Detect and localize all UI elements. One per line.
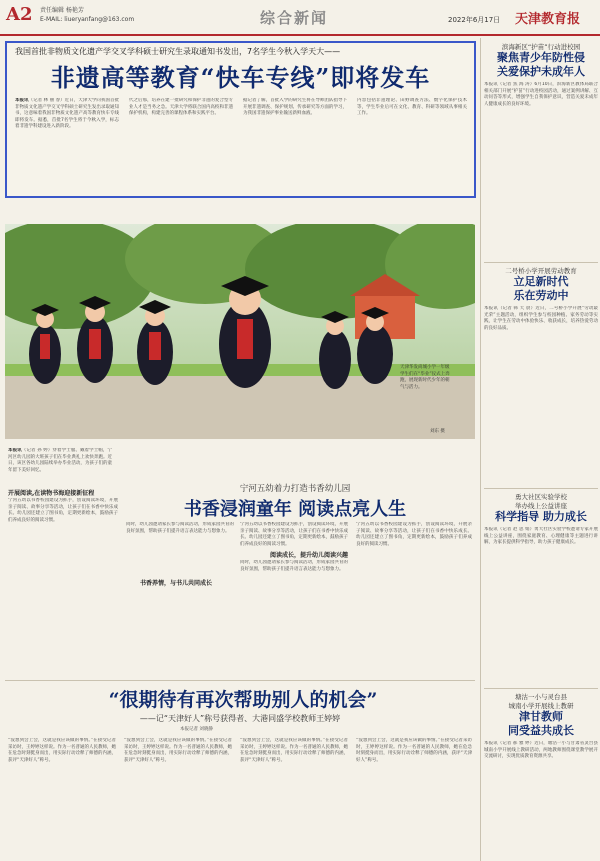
- lead-lede: 本报讯: [15, 98, 29, 103]
- story2-col-d: 同时，幼儿园邀请家长参与阅读活动，形成家园共育的良好氛围，帮助孩子们提升语言表达能力与想象力。: [240, 560, 348, 572]
- sidebar-headline: 科学指导 助力成长: [495, 510, 587, 523]
- sidebar-body: 本报讯（记者 郝 雅 婷）近日，塘沽一小与甘肃省灵台县城南小学开展线上教研活动，两地教师围绕课堂教学展开交流研讨，实现优质教育资源共享。: [484, 741, 598, 759]
- sidebar-headline: 立足新时代 乐在劳动中: [513, 275, 569, 302]
- story2-col-c: 宁河五幼以书香校园建设为抓手，创设阅读环境，开展亲子阅读、故事分享等活动，让孩子们在书香中快乐成长。幼儿园还建立了图书角，定期更新绘本，鼓励孩子们养成良好的阅读习惯。: [240, 522, 348, 547]
- photo-caption: 天津华发尚城小学一年级学生们在“毕业”仪式上奔跑，展现新时代少年的朝气与活力。: [400, 365, 450, 390]
- page-number: A2: [6, 4, 33, 25]
- lead-column-4: 内容包括非遗理论、田野调查方法、数字化保护技术等，学生毕业后可在文化、教育、科研等领域从事相关工作。: [357, 98, 467, 116]
- sidebar-kicker: 二号桥小学开展劳动教育: [505, 267, 577, 275]
- page-header: [0, 0, 600, 36]
- sidebar-story-2[interactable]: [484, 266, 598, 491]
- issue-date: 2022年6月17日: [448, 16, 501, 24]
- sidebar-story-1[interactable]: [484, 42, 598, 272]
- sidebar-body: 本报讯（记者 赵 思 娟）勇大社区实验学校邀请专家开展线上公益讲座，围绕家庭教育、心理健康等主题进行讲解，为家长提供科学指导，助力孩子健康成长。: [484, 527, 598, 545]
- sidebar-story-3[interactable]: [484, 492, 598, 685]
- lead-headline: 非遗高等教育“快车专线”即将发车: [50, 63, 431, 92]
- story2-col-e: 宁河五幼以书香校园建设为抓手，创设阅读环境，开展亲子阅读、故事分享等活动，让孩子们在书香中快乐成长。幼儿园还建立了图书角，定期更新绘本，鼓励孩子们养成良好的阅读习惯。: [356, 522, 472, 547]
- sidebar-divider: [484, 688, 598, 689]
- story3-subhead: ——记“天津好人”称号获得者、大港同盛学校教师王婷婷: [139, 714, 341, 723]
- story3-col-3: “没想到会上会，这就是我应该做的事情。”在接受记者采访时，王婷婷这样说。作为一名普通的人民教师，她在危急时刻挺身而出，用实际行动诠释了师德的内涵，获评“天津好人”称号。: [240, 738, 348, 763]
- story2-col-a: 宁河五幼以书香校园建设为抓手，创设阅读环境，开展亲子阅读、故事分享等活动，让孩子们在书香中快乐成长。幼儿园还建立了图书角，定期更新绘本，鼓励孩子们养成良好的阅读习惯。: [8, 498, 118, 523]
- graduation-photo: [5, 224, 475, 439]
- lead-col1-text: （记者 林 丽 春）近日，天津大学向我国首批非物质文化遗产学交叉学科硕士研究生发出录取通知书，这意味着我国非物质文化遗产高等教育快车专线即将发车。据悉，首批7名学生将于今秋入学，标志着非遗学科建设进入新阶段。: [15, 98, 119, 129]
- story3-byline: 本报记者 刘晓静: [180, 727, 213, 732]
- story3-col-2: “没想到会上会，这就是我应该做的事情。”在接受记者采访时，王婷婷这样说。作为一名普通的人民教师，她在危急时刻挺身而出，用实际行动诠释了师德的内涵，获评“天津好人”称号。: [124, 738, 232, 763]
- story3-col-1: “没想到会上会，这就是我应该做的事情。”在接受记者采访时，王婷婷这样说。作为一名普通的人民教师，她在危急时刻挺身而出，用实际行动诠释了师德的内涵，获评“天津好人”称号。: [8, 738, 116, 763]
- editor-email: E-MAIL: liueryanfang@163.com: [40, 16, 135, 23]
- story2-kicker: 宁河五幼着力打造书香幼儿园: [239, 484, 351, 494]
- story2-left-text: （记者 孙 婷）穿着学士服、戴着学士帽，宁河区幼儿园的大班孩子们在毕业典礼上欢快奔跑。近日，该区各幼儿园陆续举办毕业活动，为孩子们的童年留下美好回忆。: [8, 448, 112, 473]
- column-divider: [480, 38, 481, 861]
- story2-col-b: 同时，幼儿园邀请家长参与阅读活动，形成家园共育的良好氛围，帮助孩子们提升语言表达能力与想象力。: [126, 522, 234, 534]
- story3-headline: “很期待有再次帮助别人的机会”: [108, 689, 378, 711]
- sidebar-kicker: 滨海新区“护苗”行动进校园: [501, 43, 581, 51]
- story2-headline: 书香浸润童年 阅读点亮人生: [183, 499, 407, 520]
- story2-left-subhead: 开展阅读,在读物书海迎接新征程: [8, 490, 95, 497]
- sidebar-headline: 津甘教师 同受益共成长: [508, 710, 574, 737]
- sidebar-divider: [484, 262, 598, 263]
- divider: [5, 680, 475, 681]
- sidebar-body: 本报讯（记者 焦 海 涛）6月10日，滨海新区教体局联合相关部门开展“护苗”行动进校园活动，通过案例讲解、互动问答等形式，增强学生自我保护意识，营造关爱未成年人健康成长的良好环境。: [484, 82, 598, 107]
- story2-left-column: [8, 448, 112, 484]
- editor-name: 责任编辑 杨艳芳: [40, 7, 84, 14]
- story2-lede: 本报讯: [8, 448, 22, 453]
- story2-subhead-1: 书香养情，与书儿共同成长: [140, 580, 213, 587]
- sidebar-kicker: 勇大社区实验学校 举办线上公益讲座: [515, 493, 567, 510]
- lead-column-2: 代之后那，培养在建一批研究和保护非遗的复合型专业人才是当务之急。天津大学将联合国内高校和非遗保护机构，构建完善的课程体系和实践平台。: [129, 98, 233, 116]
- lead-subheadline: 我国首批非物质文化遗产学交叉学科硕士研究生录取通知书发出，7名学生今秋入学天大——: [15, 47, 341, 56]
- story3-col-4: “没想到会上会，这就是我应该做的事情。”在接受记者采访时，王婷婷这样说。作为一名普通的人民教师，她在危急时刻挺身而出，用实际行动诠释了师德的内涵，获评“天津好人”称号。: [356, 738, 472, 763]
- lead-column-1: [15, 98, 119, 196]
- lead-column-3: 据记者了解，首批入学的研究生将在导师团队指导下开展非遗调查、保护规划、传承研究等方面的学习，为我国非遗保护事业输送新鲜血液。: [243, 98, 347, 116]
- sidebar-divider: [484, 488, 598, 489]
- editor-info: [40, 6, 134, 24]
- sidebar-story-4[interactable]: [484, 692, 598, 851]
- sidebar-body: 本报讯（记者 韩 天 晨）近日，二号桥小学开展“劳动最光荣”主题活动，组织学生参与校园种植、家务劳动等实践，让学生在劳动中体验快乐、收获成长，培养热爱劳动的良好品质。: [484, 306, 598, 331]
- sidebar-headline: 聚焦青少年防性侵 关爱保护未成年人: [497, 51, 585, 78]
- sidebar-kicker: 塘沽一小与灵台县 城南小学开展线上教研: [508, 693, 574, 710]
- section-title: 综合新闻: [260, 9, 329, 27]
- lead-story[interactable]: [5, 41, 476, 198]
- masthead-logo: 天津教育报: [515, 12, 581, 27]
- photo-credit: 刘东 摄: [430, 429, 445, 434]
- story2-subhead-2: 阅读成长，提升幼儿阅读兴趣: [270, 552, 349, 559]
